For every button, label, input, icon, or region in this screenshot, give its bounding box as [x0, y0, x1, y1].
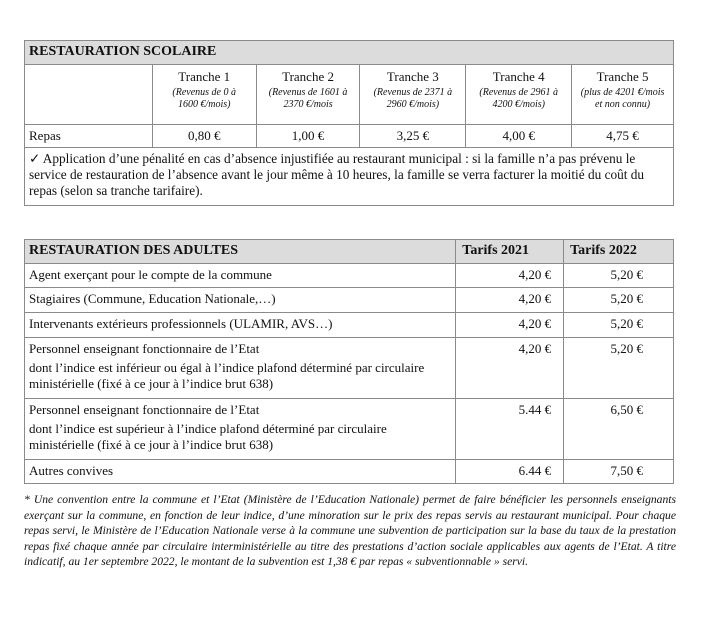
category-cell: Stagiaires (Commune, Education Nationale,…) [25, 288, 456, 313]
tranche-range-line1: (Revenus de 0 à [172, 87, 236, 98]
tranche-header [152, 65, 256, 125]
tranche-range [257, 85, 360, 114]
adult-header-row [25, 240, 674, 264]
tarif-2022-cell: 6,50 € [564, 399, 674, 460]
tranche-header [466, 65, 572, 125]
price-cell: 4,00 € [466, 125, 572, 148]
category-cell [25, 338, 456, 399]
tranche-range [153, 85, 256, 114]
tranche-range [572, 85, 673, 114]
tranche-name: Tranche 5 [596, 69, 649, 84]
tranche-range [466, 85, 571, 114]
tranche-range-line2: 4200 €/mois) [492, 99, 545, 110]
tranche-name: Tranche 2 [282, 69, 334, 84]
table-row [25, 313, 674, 338]
tarif-2022-cell: 5,20 € [564, 288, 674, 313]
tranche-header [360, 65, 466, 125]
tarif-2022-cell: 5,20 € [564, 313, 674, 338]
school-table-title: RESTAURATION SCOLAIRE [25, 41, 674, 65]
tranche-range-line1: (Revenus de 2961 à [479, 87, 558, 98]
tarif-2021-cell: 4,20 € [456, 313, 564, 338]
tarif-2021-cell: 6.44 € [456, 460, 564, 484]
tranche-name: Tranche 4 [492, 69, 545, 84]
tranche-name: Tranche 3 [386, 69, 439, 84]
tarif-2022-cell: 7,50 € [564, 460, 674, 484]
price-cell: 1,00 € [256, 125, 360, 148]
row-label: Repas [25, 125, 153, 148]
tranche-range-line2: et non connu) [595, 99, 651, 110]
category-cell: Autres convives [25, 460, 456, 484]
tarif-2021-cell: 4,20 € [456, 338, 564, 399]
table-row [25, 288, 674, 313]
tranche-header [572, 65, 674, 125]
table-row [25, 399, 674, 460]
category-detail: dont l’indice est inférieur ou égal à l’indice plafond déterminé par circulaire ministérielle (fixé à ce jour à l’indice brut 638) [29, 360, 425, 391]
adult-table-title: RESTAURATION DES ADULTES [25, 240, 456, 264]
tranche-header-row [25, 65, 674, 125]
tranche-range-line2: 2370 €/mois [283, 99, 333, 110]
price-cell: 0,80 € [152, 125, 256, 148]
tarif-2021-cell: 4,20 € [456, 264, 564, 288]
column-header-2022: Tarifs 2022 [564, 240, 674, 264]
adult-meals-table [24, 239, 674, 484]
tranche-header [256, 65, 360, 125]
table-row [25, 460, 674, 484]
empty-corner-cell [25, 65, 153, 125]
tranche-range [360, 85, 465, 114]
meal-price-row [25, 125, 674, 148]
table-row [25, 264, 674, 288]
table-row [25, 338, 674, 399]
category-cell [25, 399, 456, 460]
tranche-range-line1: (plus de 4201 €/mois [580, 87, 665, 98]
category-cell: Agent exerçant pour le compte de la commune [25, 264, 456, 288]
subsidy-footnote: * Une convention entre la commune et l’Etat (Ministère de l’Education Nationale) permet de faire bénéficier les personnels enseignants exerçant sur la commune, en fonction de leur indice, d’une minoration sur le prix des repas servis au restaurant municipal. Pour chaque repas servi, le Ministère de l’Education Nationale verse à la commune une subvention de participation sur la base du taux de la prestation repas fixé chaque année par circulaire interministérielle au titre des prestations d’action sociale applicables aux agents de l’Etat. A titre indicatif, au 1er septembre 2022, le montant de la subvention est 1,38 € par repas « subventionnable » servi. [24, 493, 676, 568]
tarif-2021-cell: 4,20 € [456, 288, 564, 313]
tranche-range-line1: (Revenus de 1601 à [268, 87, 348, 98]
price-cell: 3,25 € [360, 125, 466, 148]
tarif-2022-cell: 5,20 € [564, 264, 674, 288]
absence-penalty-note: ✓ Application d’une pénalité en cas d’absence injustifiée au restaurant municipal : si la famille n’a pas prévenu le service de restauration de l’absence avant le jour même à 10 heures, la famille se verra facturer la moitié du coût du repas (selon sa tranche tarifaire). [25, 148, 674, 206]
school-meals-table [24, 40, 674, 206]
category-detail: dont l’indice est supérieur à l’indice plafond déterminé par circulaire ministérielle (fixé à ce jour à l’indice brut 638) [29, 421, 387, 452]
price-cell: 4,75 € [572, 125, 674, 148]
tranche-name: Tranche 1 [178, 69, 231, 84]
tarif-2021-cell: 5.44 € [456, 399, 564, 460]
category-cell: Intervenants extérieurs professionnels (ULAMIR, AVS…) [25, 313, 456, 338]
category-title: Personnel enseignant fonctionnaire de l’Etat [29, 402, 260, 417]
tranche-range-line2: 1600 €/mois) [177, 99, 231, 110]
column-header-2021: Tarifs 2021 [456, 240, 564, 264]
tranche-range-line2: 2960 €/mois) [386, 99, 440, 110]
tranche-range-line1: (Revenus de 2371 à [373, 87, 453, 98]
tarif-2022-cell: 5,20 € [564, 338, 674, 399]
category-title: Personnel enseignant fonctionnaire de l’Etat [29, 341, 260, 356]
